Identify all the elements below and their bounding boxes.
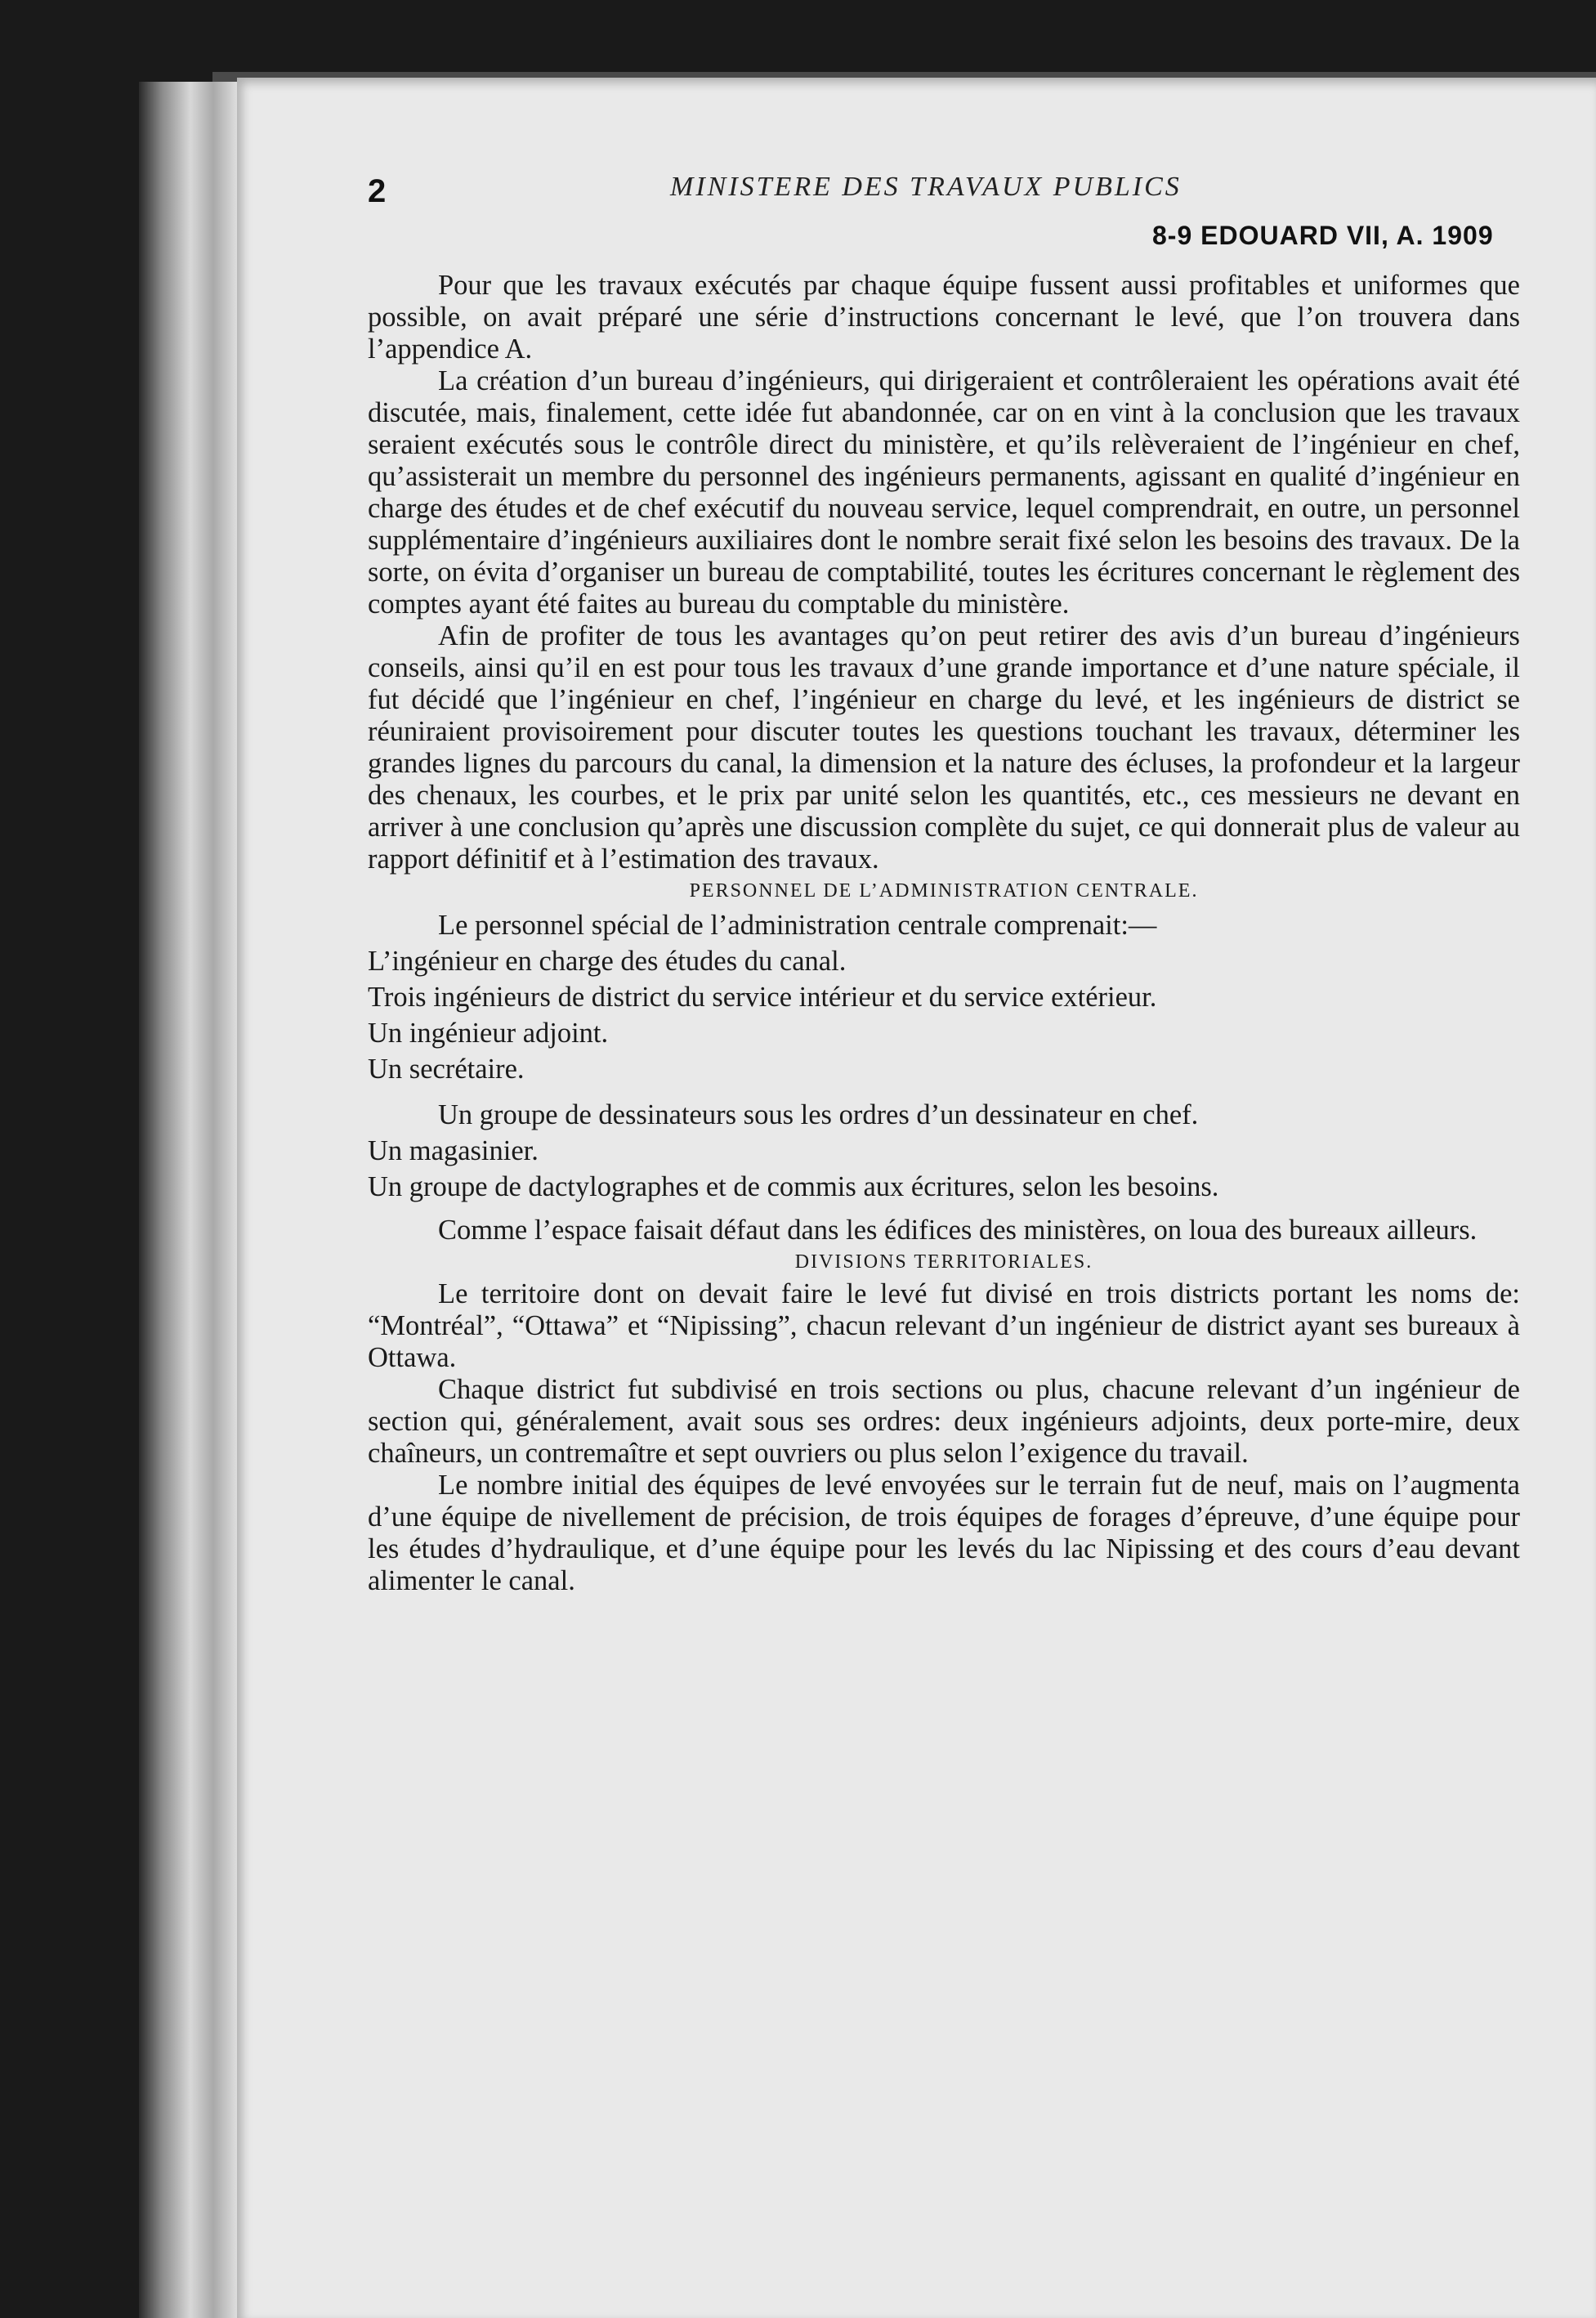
paragraph-offices: Comme l’espace faisait défaut dans les édifices des ministères, on loua des bureaux ailleurs. xyxy=(438,1215,1478,1246)
paragraph-territory: Le territoire dont on devait faire le levé fut divisé en trois districts portant les noms de: “Montréal”, “Ottawa” et “Nipissing”, chacun relevant d’un ingénieur de district ayant ses bureaux à Ottawa. xyxy=(368,1278,1520,1373)
list-item: Un groupe de dactylographes et de commis aux écritures, selon les besoins. xyxy=(368,1171,1219,1202)
section-heading-divisions: DIVISIONS TERRITORIALES. xyxy=(794,1251,1093,1273)
paragraph-instructions: Pour que les travaux exécutés par chaque équipe fussent aussi profitables et uniformes que possible, on avait préparé une série d’instructions concernant le levé, que l’on trouvera dans l’appendice A. xyxy=(368,270,1520,365)
running-head: MINISTERE DES TRAVAUX PUBLICS xyxy=(670,172,1182,202)
personnel-group-lead: Un groupe de dessinateurs sous les ordres d’un dessinateur en chef. xyxy=(438,1099,1199,1130)
paragraph-survey-teams: Le nombre initial des équipes de levé envoyées sur le terrain fut de neuf, mais on l’augmenta d’une équipe de nivellement de précision, de trois équipes de forages d’épreuve, d’une équipe pour les études d’hydraulique, et d’une équipe pour les levés du lac Nipissing et des cours d’eau devant alimenter le canal. xyxy=(368,1470,1520,1596)
page-body xyxy=(368,270,1520,1597)
list-item: L’ingénieur en charge des études du canal. xyxy=(368,946,847,977)
list-item: Un secrétaire. xyxy=(368,1054,525,1085)
paragraph-sections: Chaque district fut subdivisé en trois sections ou plus, chacune relevant d’un ingénieur de section qui, généralement, avait sous ses ordres: deux ingénieurs adjoints, deux porte-mire, deux chaîneurs, un contremaître et sept ouvriers ou plus selon l’exigence du travail. xyxy=(368,1374,1520,1469)
page-number: 2 xyxy=(368,173,387,209)
personnel-intro: Le personnel spécial de l’administration centrale comprenait:— xyxy=(438,910,1157,941)
list-item: Un magasinier. xyxy=(368,1135,539,1166)
paragraph-consulting: Afin de profiter de tous les avantages qu’on peut retirer des avis d’un bureau d’ingénieurs conseils, ainsi qu’il en est pour tous les travaux d’une grande importance et d’une nature spéciale, il fut décidé que l’ingénieur en chef, l’ingénieur en charge du levé, et les ingénieurs de district se réuniraient provisoirement pour discuter toutes les questions touchant les travaux, déterminer les grandes lignes du parcours du canal, la dimension et la nature des écluses, la profondeur et la largeur des chenaux, les courbes, et le prix par unité selon les quantités, etc., ces messieurs ne devant en arriver à une conclusion qu’après une discussion complète du sujet, ce qui donnerait plus de valeur au rapport définitif et à l’estimation des travaux. xyxy=(368,620,1520,875)
section-heading-personnel: PERSONNEL DE L’ADMINISTRATION CENTRALE. xyxy=(689,880,1199,902)
list-item: Un ingénieur adjoint. xyxy=(368,1018,609,1049)
session-label: 8-9 EDOUARD VII, A. 1909 xyxy=(1152,221,1494,250)
paragraph-engineers-bureau: La création d’un bureau d’ingénieurs, qui dirigeraient et contrôleraient les opérations avait été discutée, mais, finalement, cette idée fut abandonnée, car on en vint à la conclusion que les travaux seraient exécutés sous le contrôle direct du ministère, et qu’ils relèveraient de l’ingénieur en chef, qu’assisterait un membre du personnel des ingénieurs permanents, agissant en qualité d’ingénieur en charge des études et de chef exécutif du nouveau service, lequel comprendrait, en outre, un personnel supplémentaire d’ingénieurs auxiliaires dont le nombre serait fixé selon les besoins des travaux. De la sorte, on évita d’organiser un bureau de comptabilité, toutes les écritures concernant le règlement des comptes ayant été faites au bureau du comptable du ministère. xyxy=(368,365,1520,620)
page-header xyxy=(368,163,1512,213)
page-stack-edges xyxy=(139,82,253,2318)
list-item: Trois ingénieurs de district du service intérieur et du service extérieur. xyxy=(368,982,1157,1013)
